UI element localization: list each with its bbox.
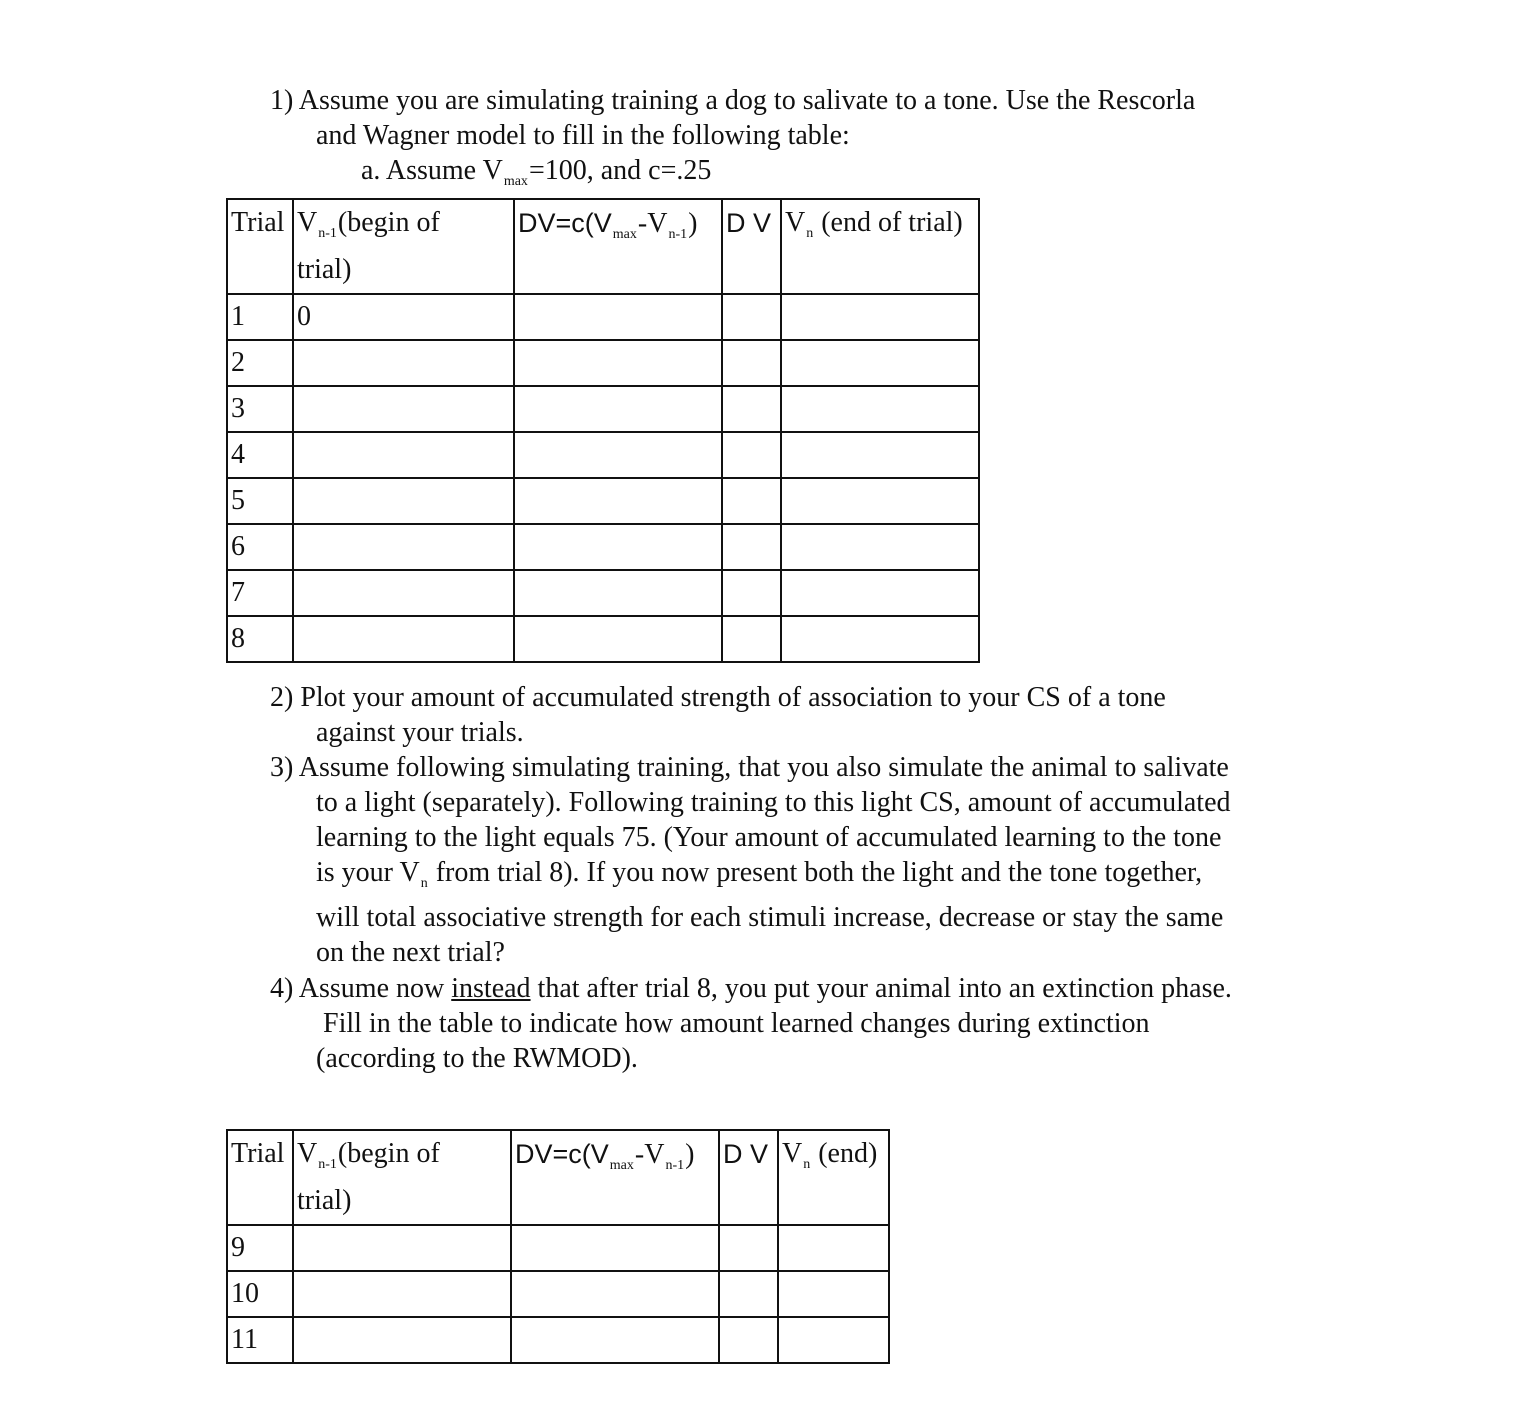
table-row	[227, 386, 979, 432]
q4-line2: Fill in the table to indicate how amount learned changes during extinction	[323, 1008, 1150, 1039]
delta-formula-cell[interactable]	[514, 524, 722, 570]
delta-v-cell[interactable]	[722, 340, 781, 386]
delta-v-cell[interactable]	[722, 386, 781, 432]
delta-formula-cell[interactable]	[511, 1225, 719, 1271]
table-row	[227, 1317, 889, 1363]
delta-v-cell[interactable]	[722, 432, 781, 478]
delta-formula-cell[interactable]	[514, 616, 722, 662]
delta-formula-cell[interactable]	[511, 1317, 719, 1363]
delta-v-cell[interactable]	[719, 1317, 778, 1363]
table-header-row	[227, 199, 979, 294]
v-begin-cell[interactable]	[293, 432, 514, 478]
header-delta-formula: $DV=c(V_{max}-V_{n-1})$	[514, 199, 722, 294]
v-begin-cell[interactable]	[293, 478, 514, 524]
trial-cell: 5	[227, 478, 293, 524]
delta-formula-cell[interactable]	[514, 432, 722, 478]
table-header-row	[227, 1130, 889, 1225]
table-row	[227, 478, 979, 524]
v-end-cell[interactable]	[781, 524, 979, 570]
v-end-cell[interactable]	[781, 340, 979, 386]
v-end-cell[interactable]	[778, 1317, 889, 1363]
delta-formula-cell[interactable]	[511, 1271, 719, 1317]
header-delta-v: D V	[719, 1130, 778, 1225]
table-row	[227, 570, 979, 616]
q2-line1: 2) Plot your amount of accumulated strength of association to your CS of a tone	[270, 682, 1166, 713]
delta-formula-cell[interactable]	[514, 570, 722, 616]
trial-table-extinction	[226, 1129, 890, 1364]
table-row	[227, 524, 979, 570]
header-delta-formula: $DV=c(V_{max}-V_{n-1})$	[511, 1130, 719, 1225]
header-delta-v: D V	[722, 199, 781, 294]
trial-cell: 6	[227, 524, 293, 570]
v-end-cell[interactable]	[781, 386, 979, 432]
v-begin-cell[interactable]	[293, 1225, 511, 1271]
header-trial: Trial	[227, 1130, 293, 1225]
q2-line2: against your trials.	[316, 717, 524, 748]
table-row	[227, 1271, 889, 1317]
q1-assume: a. Assume $V_{max}=100$, and c=.25	[361, 155, 712, 189]
delta-v-cell[interactable]	[722, 478, 781, 524]
q1-line1: 1) Assume you are simulating training a dog to salivate to a tone. Use the Rescorla	[270, 85, 1196, 116]
trial-cell: 2	[227, 340, 293, 386]
trial-cell: 9	[227, 1225, 293, 1271]
q3-line4: is your $V_n$ from trial 8). If you now present both the light and the tone together,	[316, 857, 1203, 891]
q3-line1: 3) Assume following simulating training, that you also simulate the animal to salivate	[270, 752, 1229, 783]
table-row	[227, 340, 979, 386]
v-end-cell[interactable]	[781, 570, 979, 616]
delta-formula-cell[interactable]	[514, 340, 722, 386]
delta-formula-cell[interactable]	[514, 294, 722, 340]
delta-v-cell[interactable]	[722, 616, 781, 662]
delta-formula-cell[interactable]	[514, 478, 722, 524]
trial-cell: 4	[227, 432, 293, 478]
trial-table-acquisition	[226, 198, 980, 663]
delta-v-cell[interactable]	[722, 294, 781, 340]
table-row	[227, 616, 979, 662]
q4-line1: 4) Assume now instead that after trial 8, you put your animal into an extinction phase.	[270, 973, 1232, 1004]
table-row	[227, 294, 979, 340]
v-begin-cell[interactable]	[293, 616, 514, 662]
q3-line3: learning to the light equals 75. (Your amount of accumulated learning to the tone	[316, 822, 1222, 853]
header-v-end: $V_n$ (end)	[778, 1130, 889, 1225]
trial-cell: 7	[227, 570, 293, 616]
v-end-cell[interactable]	[781, 478, 979, 524]
v-begin-cell[interactable]	[293, 570, 514, 616]
trial-cell: 8	[227, 616, 293, 662]
v-end-cell[interactable]	[781, 432, 979, 478]
v-end-cell[interactable]	[781, 294, 979, 340]
header-trial: Trial	[227, 199, 293, 294]
instead-underlined: instead	[451, 973, 531, 1004]
v-begin-cell[interactable]: 0	[293, 294, 514, 340]
q3-line5: will total associative strength for each stimuli increase, decrease or stay the same	[316, 902, 1224, 933]
header-v-begin: $V_{n-1}(begin$ of trial)	[293, 199, 514, 294]
header-v-begin: $V_{n-1}(begin$ of trial)	[293, 1130, 511, 1225]
v-begin-cell[interactable]	[293, 1317, 511, 1363]
table-row	[227, 432, 979, 478]
delta-v-cell[interactable]	[719, 1271, 778, 1317]
delta-v-cell[interactable]	[719, 1225, 778, 1271]
trial-cell: 1	[227, 294, 293, 340]
v-end-cell[interactable]	[778, 1225, 889, 1271]
q3-line6: on the next trial?	[316, 937, 505, 968]
v-begin-cell[interactable]	[293, 386, 514, 432]
trial-cell: 3	[227, 386, 293, 432]
delta-v-cell[interactable]	[722, 524, 781, 570]
v-begin-cell[interactable]	[293, 524, 514, 570]
delta-v-cell[interactable]	[722, 570, 781, 616]
delta-formula-cell[interactable]	[514, 386, 722, 432]
trial-cell: 10	[227, 1271, 293, 1317]
v-begin-cell[interactable]	[293, 340, 514, 386]
q1-line2: and Wagner model to fill in the following table:	[316, 120, 850, 151]
v-end-cell[interactable]	[781, 616, 979, 662]
v-end-cell[interactable]	[778, 1271, 889, 1317]
q4-line3: (according to the RWMOD).	[316, 1043, 638, 1074]
table-row	[227, 1225, 889, 1271]
v-begin-cell[interactable]	[293, 1271, 511, 1317]
q3-line2: to a light (separately). Following training to this light CS, amount of accumulated	[316, 787, 1231, 818]
header-v-end: $V_n$ (end of trial)	[781, 199, 979, 294]
trial-cell: 11	[227, 1317, 293, 1363]
